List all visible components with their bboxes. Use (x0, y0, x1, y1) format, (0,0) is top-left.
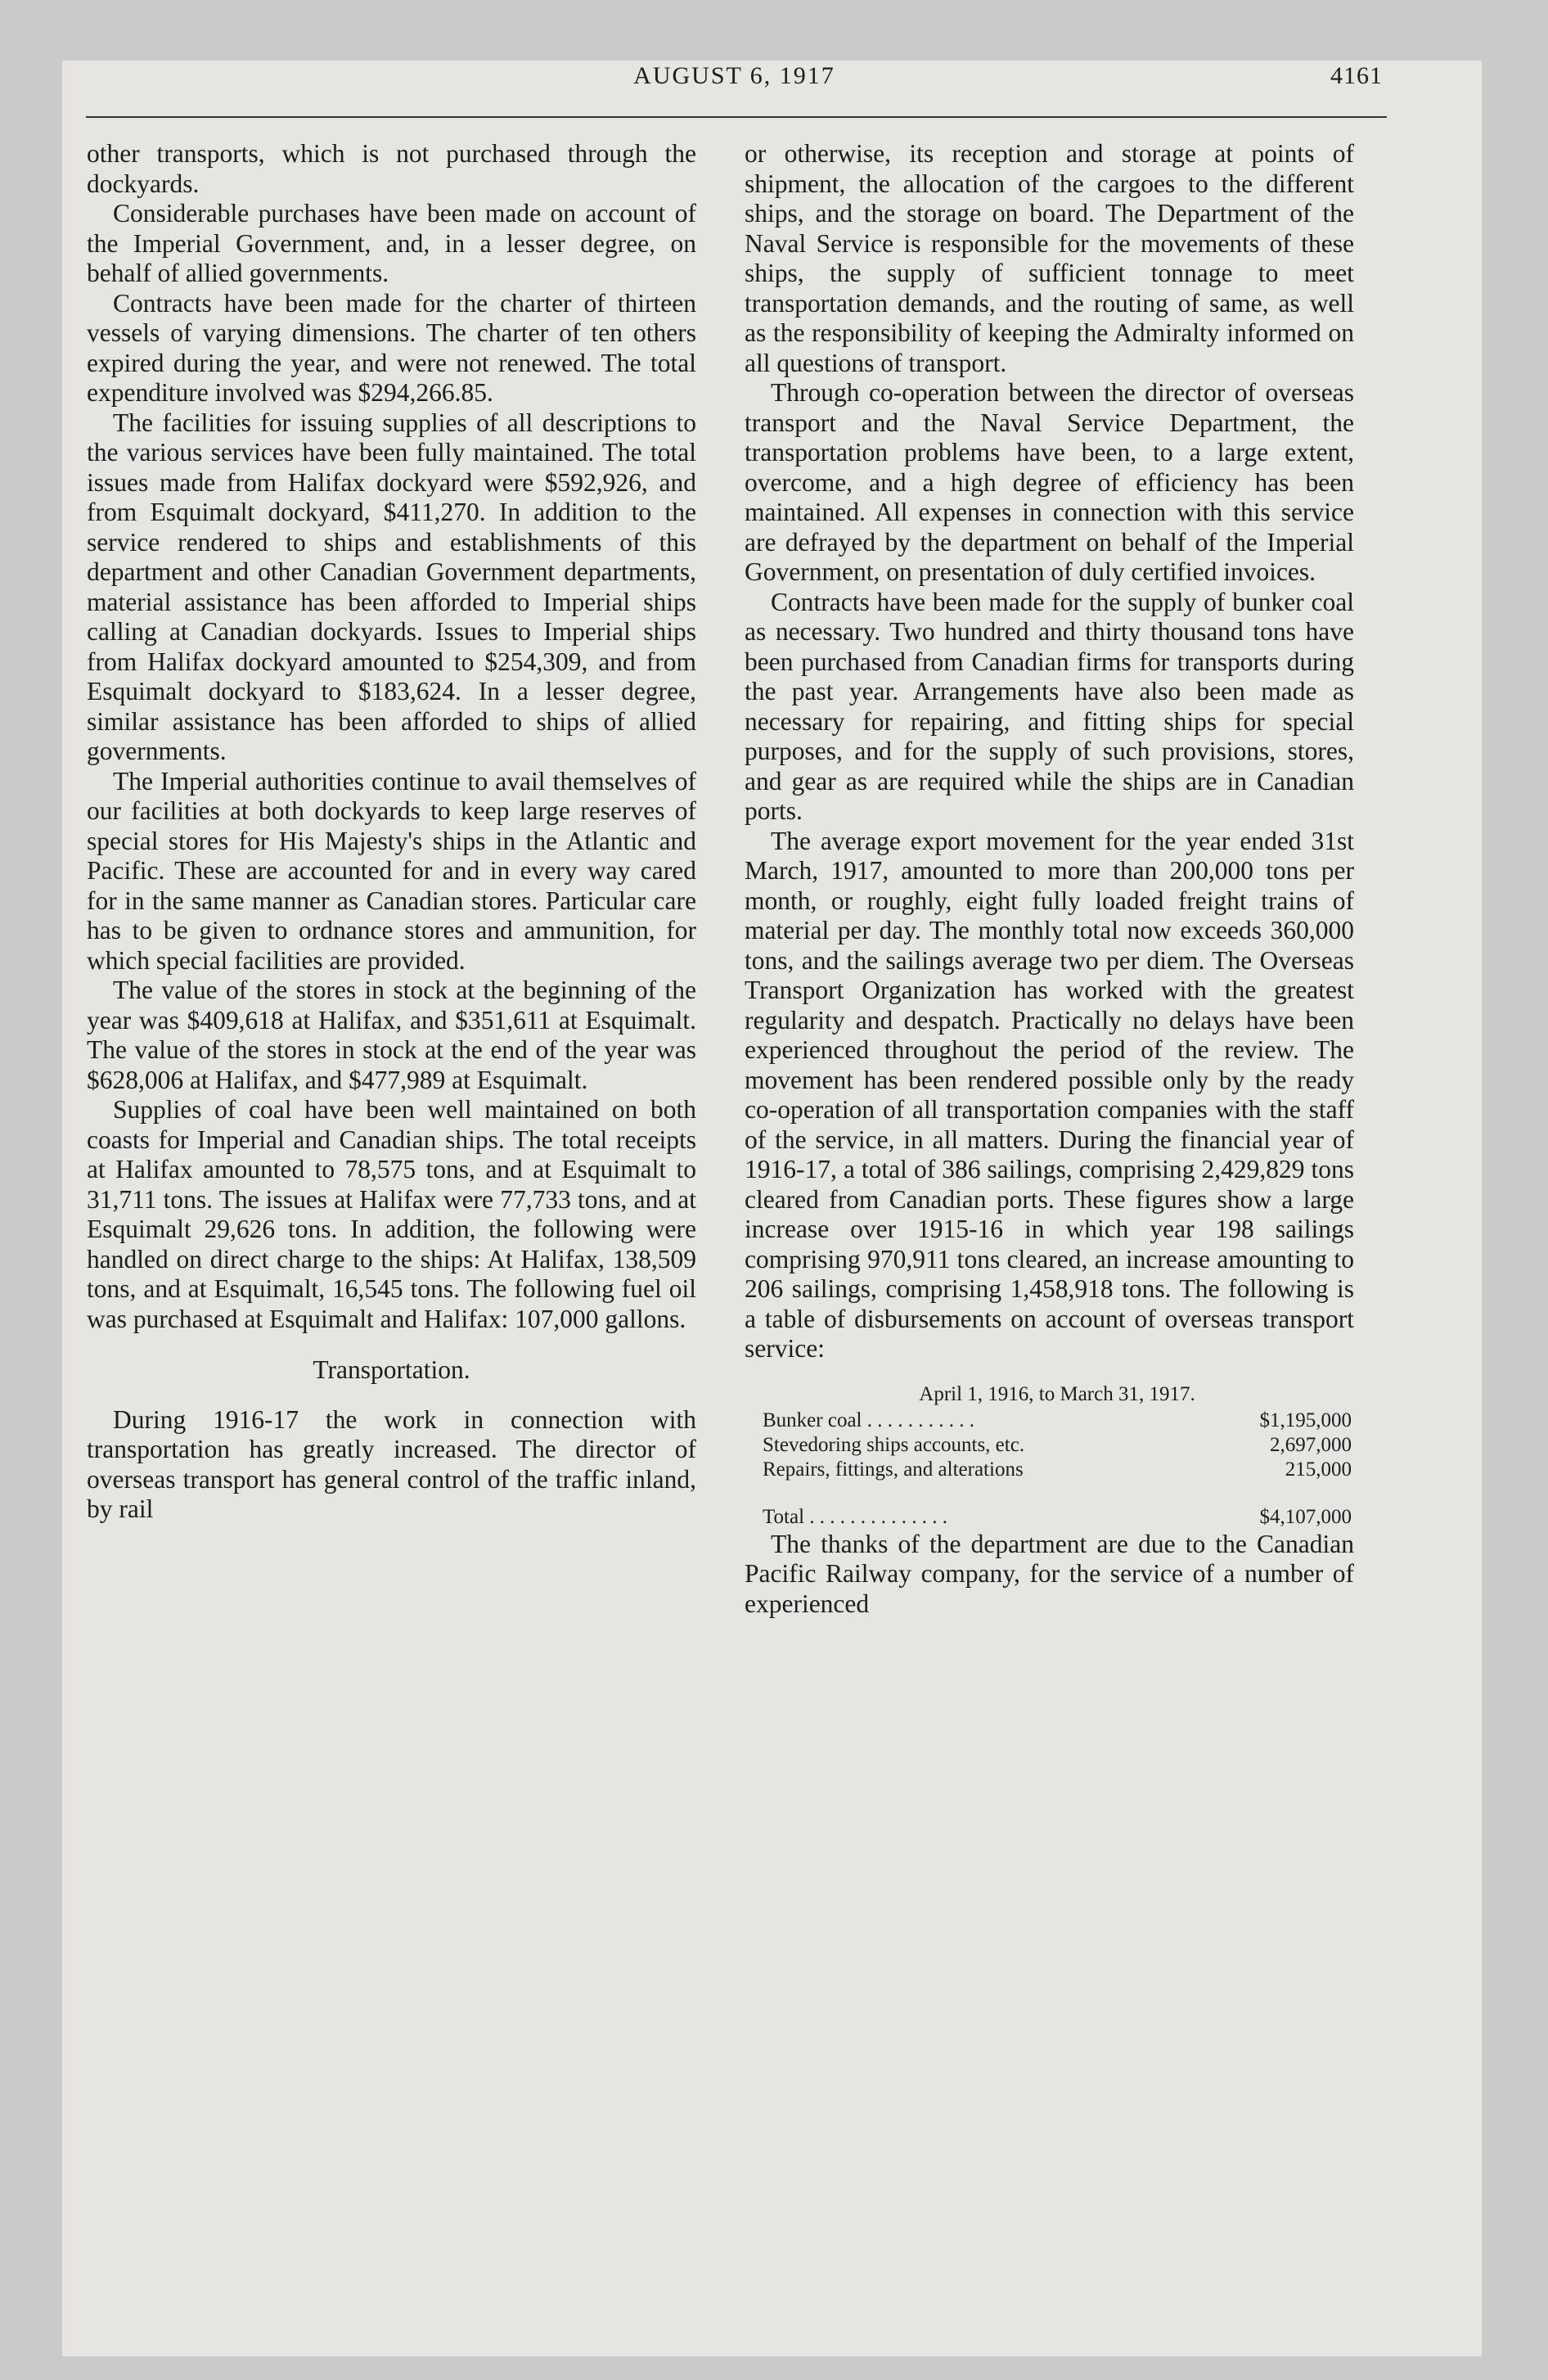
paragraph: other transports, which is not purchased through the dockyards. (87, 139, 696, 198)
total-label: Total . . . . . . . . . . . . . . (763, 1505, 948, 1528)
paragraph: Considerable purchases have been made on account of the Imperial Government, and, in a lesser degree, on behalf of allied governments. (87, 199, 696, 287)
right-column (745, 139, 1354, 1619)
page-header (86, 62, 1383, 111)
total-amount: $4,107,000 (1259, 1505, 1352, 1528)
row-amount: 215,000 (1285, 1458, 1352, 1481)
table-caption: April 1, 1916, to March 31, 1917. (919, 1382, 1195, 1405)
paragraph: The value of the stores in stock at the beginning of the year was $409,618 at Halifax, and $351,611 at Esquimalt. The value of the stores in stock at the end of the year was $628,006 at Halifax, and $477,989 at Esquimalt. (87, 976, 696, 1094)
table-total-row (763, 1505, 1352, 1530)
page-number: 4161 (1330, 62, 1383, 89)
header-rule (86, 116, 1387, 118)
table-row (763, 1409, 1352, 1433)
paragraph: The Imperial authorities continue to avail themselves of our facilities at both dockyards to keep large reserves of special stores for His Majesty's ships in the Atlantic and Pacific. These are accounted for and in every way cared for in the same manner as Canadian stores. Particular care has to be given to ordnance stores and ammunition, for which special facilities are provided. (87, 766, 696, 975)
paragraph: The thanks of the department are due to the Canadian Pacific Railway company, for the service of a number of experienced (745, 1529, 1354, 1618)
left-column (87, 139, 696, 1525)
paragraph: Contracts have been made for the charter of thirteen vessels of varying dimensions. The charter of ten others expired during the year, and were not renewed. The total expenditure involved was $294,266.85. (87, 288, 696, 407)
section-heading: Transportation. (313, 1355, 470, 1384)
paragraph: The facilities for issuing supplies of all descriptions to the various services have been fully maintained. The total issues made from Halifax dockyard were $592,926, and from Esquimalt dockyard, $411,270. In addition to the service rendered to ships and establishments of this department and other Canadian Government departments, material assistance has been afforded to Imperial ships calling at Canadian dockyards. Issues to Imperial ships from Halifax dockyard amounted to $254,309, and from Esquimalt dockyard to $183,624. In a lesser degree, similar assistance has been afforded to ships of allied governments. (87, 408, 696, 765)
paragraph: Contracts have been made for the supply of bunker coal as necessary. Two hundred and thirty thousand tons have been purchased from Canadian firms for transports during the past year. Arrangements have also been made as necessary for repairing, and fitting ships for special purposes, and for the supply of such provisions, stores, and gear as are required while the ships are in Canadian ports. (745, 587, 1354, 825)
paragraph: or otherwise, its reception and storage at points of shipment, the allocation of the cargoes to the different ships, and the storage on board. The Department of the Naval Service is responsible for the movements of these ships, the supply of sufficient tonnage to meet transportation demands, and the routing of same, as well as the responsibility of keeping the Admiralty informed on all questions of transport. (745, 139, 1354, 377)
disbursements-table (763, 1382, 1352, 1530)
row-amount: 2,697,000 (1270, 1433, 1352, 1456)
row-label: Stevedoring ships accounts, etc. (763, 1433, 1025, 1456)
paragraph: During 1916-17 the work in connection with transportation has greatly increased. The director of overseas transport has general control of the traffic inland, by rail (87, 1404, 696, 1523)
row-label: Bunker coal . . . . . . . . . . . (763, 1409, 974, 1431)
table-row (763, 1433, 1352, 1458)
paragraph: The average export movement for the year ended 31st March, 1917, amounted to more than 200,000 tons per month, or roughly, eight fully loaded freight trains of material per day. The monthly total now exceeds 360,000 tons, and the sailings average two per diem. The Overseas Transport Organization has worked with the greatest regularity and despatch. Practically no delays have been experienced throughout the period of the review. The movement has been rendered possible only by the ready co-operation of all transportation companies with the staff of the service, in all matters. During the financial year of 1916-17, a total of 386 sailings, comprising 2,429,829 tons cleared from Canadian ports. These figures show a large increase over 1915-16 in which year 198 sailings comprising 970,911 tons cleared, an increase amounting to 206 sailings, comprising 1,458,918 tons. The following is a table of disbursements on account of overseas transport service: (745, 826, 1354, 1363)
header-date: AUGUST 6, 1917 (633, 62, 835, 89)
row-label: Repairs, fittings, and alterations (763, 1458, 1024, 1481)
paragraph: Through co-operation between the director of overseas transport and the Naval Service Department, the transportation problems have been, to a large extent, overcome, and a high degree of efficiency has been maintained. All expenses in connection with this service are defrayed by the department on behalf of the Imperial Government, on presentation of duly certified invoices. (745, 378, 1354, 586)
table-row (763, 1458, 1352, 1482)
paragraph: Supplies of coal have been well maintained on both coasts for Imperial and Canadian ships. The total receipts at Halifax amounted to 78,575 tons, and at Esquimalt to 31,711 tons. The issues at Halifax were 77,733 tons, and at Esquimalt 29,626 tons. In addition, the following were handled on direct charge to the ships: At Halifax, 138,509 tons, and at Esquimalt, 16,545 tons. The following fuel oil was purchased at Esquimalt and Halifax: 107,000 gallons. (87, 1095, 696, 1333)
row-amount: $1,195,000 (1259, 1409, 1352, 1431)
